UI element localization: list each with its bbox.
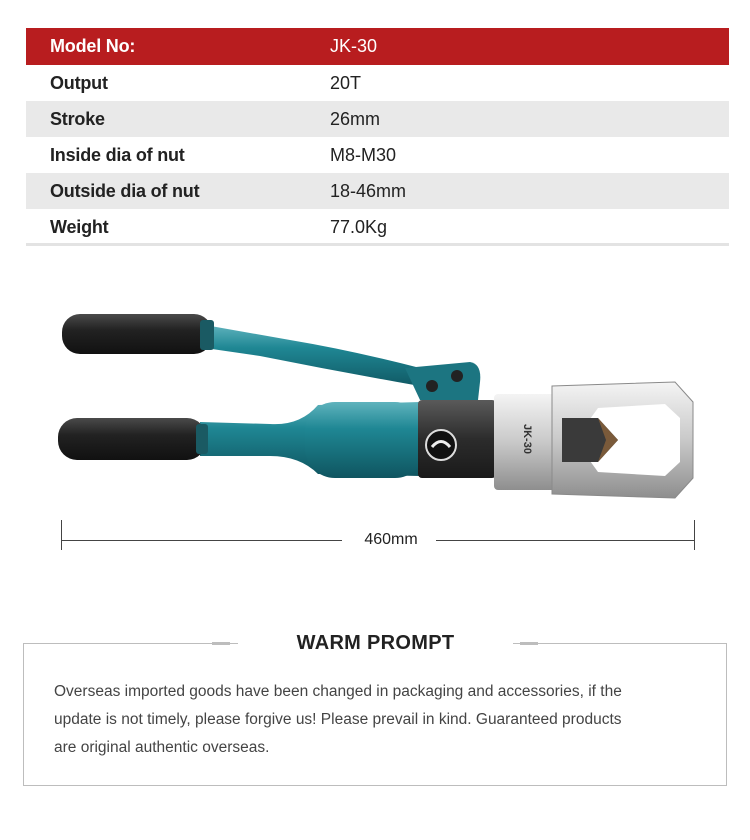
dimension-tick-left xyxy=(61,520,62,550)
spec-value: 20T xyxy=(330,72,362,93)
prompt-title: WARM PROMPT xyxy=(296,632,455,654)
prompt-line: Overseas imported goods have been changed in packaging and accessories, if the xyxy=(54,683,622,700)
upper-grip xyxy=(62,314,212,354)
dimension-tick-right xyxy=(694,520,695,550)
spec-label: Model No: xyxy=(50,36,136,56)
prompt-title-dash-right xyxy=(520,642,538,645)
spec-header-row xyxy=(26,28,729,65)
spec-label: Outside dia of nut xyxy=(50,180,200,201)
pivot-bracket xyxy=(405,362,480,400)
spec-value: 18-46mm xyxy=(330,180,407,201)
dimension-label: 460mm xyxy=(364,531,418,548)
prompt-text xyxy=(54,678,704,762)
spec-label: Output xyxy=(50,72,108,93)
spec-row xyxy=(26,209,729,245)
dimension-line-right xyxy=(436,540,694,541)
pump-body xyxy=(305,402,425,478)
spec-table xyxy=(26,28,729,245)
dimension-line-left xyxy=(61,540,342,541)
spec-label: Stroke xyxy=(50,108,105,129)
head-marking: JK-30 xyxy=(521,424,533,454)
nut-splitter-image xyxy=(0,290,750,510)
lower-grip xyxy=(58,418,206,460)
spec-value: 26mm xyxy=(330,108,381,129)
prompt-line: update is not timely, please forgive us! Please prevail in kind. Guaranteed products xyxy=(54,711,622,728)
spec-value: 77.0Kg xyxy=(330,216,388,237)
spec-row xyxy=(26,101,729,137)
prompt-title-dash-left xyxy=(212,642,230,645)
prompt-line: are original authentic overseas. xyxy=(54,739,270,756)
spec-row xyxy=(26,65,729,101)
spec-value: JK-30 xyxy=(330,36,378,56)
spec-label: Weight xyxy=(50,216,109,237)
spec-row xyxy=(26,173,729,209)
table-divider xyxy=(26,243,729,246)
spec-value: M8-M30 xyxy=(330,144,397,165)
spec-label: Inside dia of nut xyxy=(50,144,185,165)
spec-row xyxy=(26,137,729,173)
